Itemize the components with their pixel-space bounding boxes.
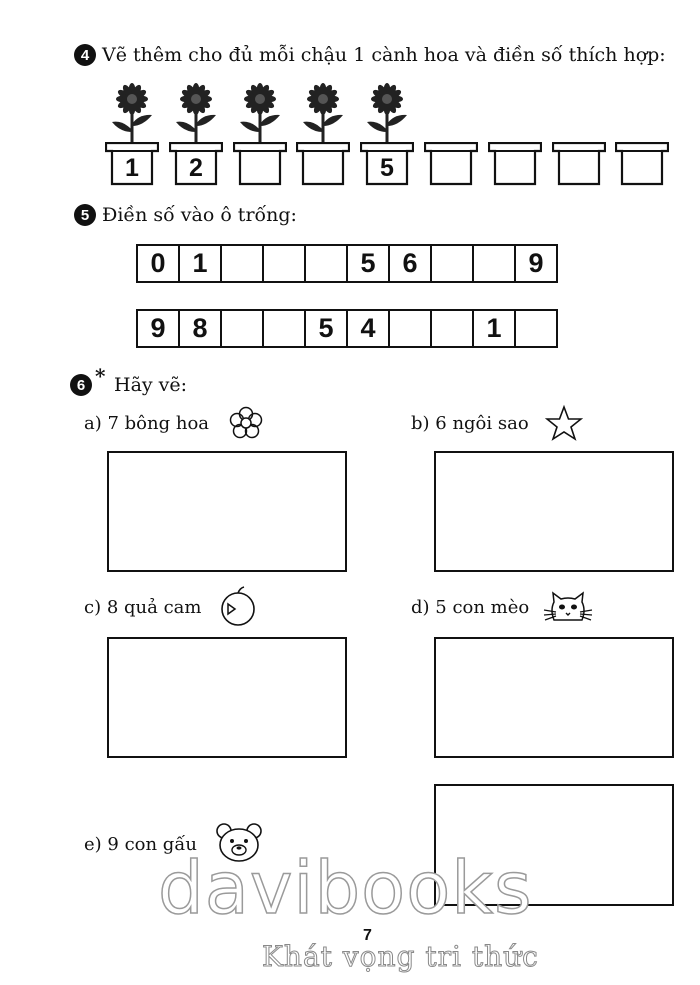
- flower-pot[interactable]: [488, 142, 542, 186]
- number-grid-descending: [136, 309, 558, 348]
- exercise-6-star: *: [95, 364, 106, 388]
- number-grid-ascending: [136, 244, 558, 283]
- cat-icon: [542, 590, 594, 626]
- item-c-label: c) 8 quả cam: [84, 597, 202, 618]
- flower-icon: [296, 82, 350, 144]
- flower-pot[interactable]: [360, 142, 414, 186]
- pot-number: 2: [189, 154, 203, 182]
- drawing-box-b[interactable]: [434, 451, 674, 572]
- item-a-label: a) 7 bông hoa: [84, 413, 210, 434]
- grid-cell[interactable]: [222, 311, 264, 346]
- drawing-box-d[interactable]: [434, 637, 674, 758]
- grid-cell[interactable]: [264, 246, 306, 281]
- star-icon: [545, 404, 583, 442]
- flower-icon: [228, 405, 264, 441]
- flower-icon: [105, 82, 159, 144]
- grid-cell[interactable]: [432, 246, 474, 281]
- exercise-4-number: 4: [74, 44, 96, 66]
- grid-cell[interactable]: [516, 311, 556, 346]
- grid-cell: 6: [390, 246, 432, 281]
- flower-pot[interactable]: [296, 142, 350, 186]
- flower-icon: [360, 82, 414, 144]
- grid-cell: 8: [180, 311, 222, 346]
- drawing-box-c[interactable]: [107, 637, 347, 758]
- flower-pot[interactable]: [105, 142, 159, 186]
- watermark-brand: davibooks: [158, 846, 533, 930]
- grid-cell[interactable]: [474, 246, 516, 281]
- watermark-slogan: Khát vọng tri thức: [262, 940, 539, 973]
- grid-cell[interactable]: [390, 311, 432, 346]
- grid-cell: 5: [348, 246, 390, 281]
- item-e-label: e) 9 con gấu: [84, 834, 197, 855]
- grid-cell: 1: [474, 311, 516, 346]
- flower-pot[interactable]: [615, 142, 669, 186]
- flower-icon: [169, 82, 223, 144]
- grid-cell[interactable]: [264, 311, 306, 346]
- pot-number: 5: [380, 154, 394, 182]
- pot-number: 1: [125, 154, 139, 182]
- grid-cell[interactable]: [222, 246, 264, 281]
- item-d-label: d) 5 con mèo: [411, 597, 530, 618]
- item-b-label: b) 6 ngôi sao: [411, 413, 529, 434]
- exercise-4-instruction: Vẽ thêm cho đủ mỗi chậu 1 cành hoa và điền số thích hợp:: [102, 44, 666, 66]
- grid-cell: 1: [180, 246, 222, 281]
- flower-icon: [233, 82, 287, 144]
- grid-cell: 9: [138, 311, 180, 346]
- exercise-5-instruction: Điền số vào ô trống:: [102, 204, 297, 226]
- orange-icon: [216, 584, 260, 628]
- grid-cell: 4: [348, 311, 390, 346]
- flower-pot[interactable]: [552, 142, 606, 186]
- grid-cell: 5: [306, 311, 348, 346]
- flower-pot[interactable]: [233, 142, 287, 186]
- grid-cell[interactable]: [432, 311, 474, 346]
- drawing-box-a[interactable]: [107, 451, 347, 572]
- grid-cell[interactable]: [306, 246, 348, 281]
- exercise-6-instruction: Hãy vẽ:: [114, 374, 188, 396]
- exercise-5-number: 5: [74, 204, 96, 226]
- page-number: 7: [363, 927, 372, 944]
- grid-cell: 9: [528, 248, 544, 278]
- flower-pot[interactable]: [424, 142, 478, 186]
- flower-pots-row: [105, 82, 675, 192]
- exercise-6-number: 6: [70, 374, 92, 396]
- flower-pot[interactable]: [169, 142, 223, 186]
- grid-cell: 0: [138, 246, 180, 281]
